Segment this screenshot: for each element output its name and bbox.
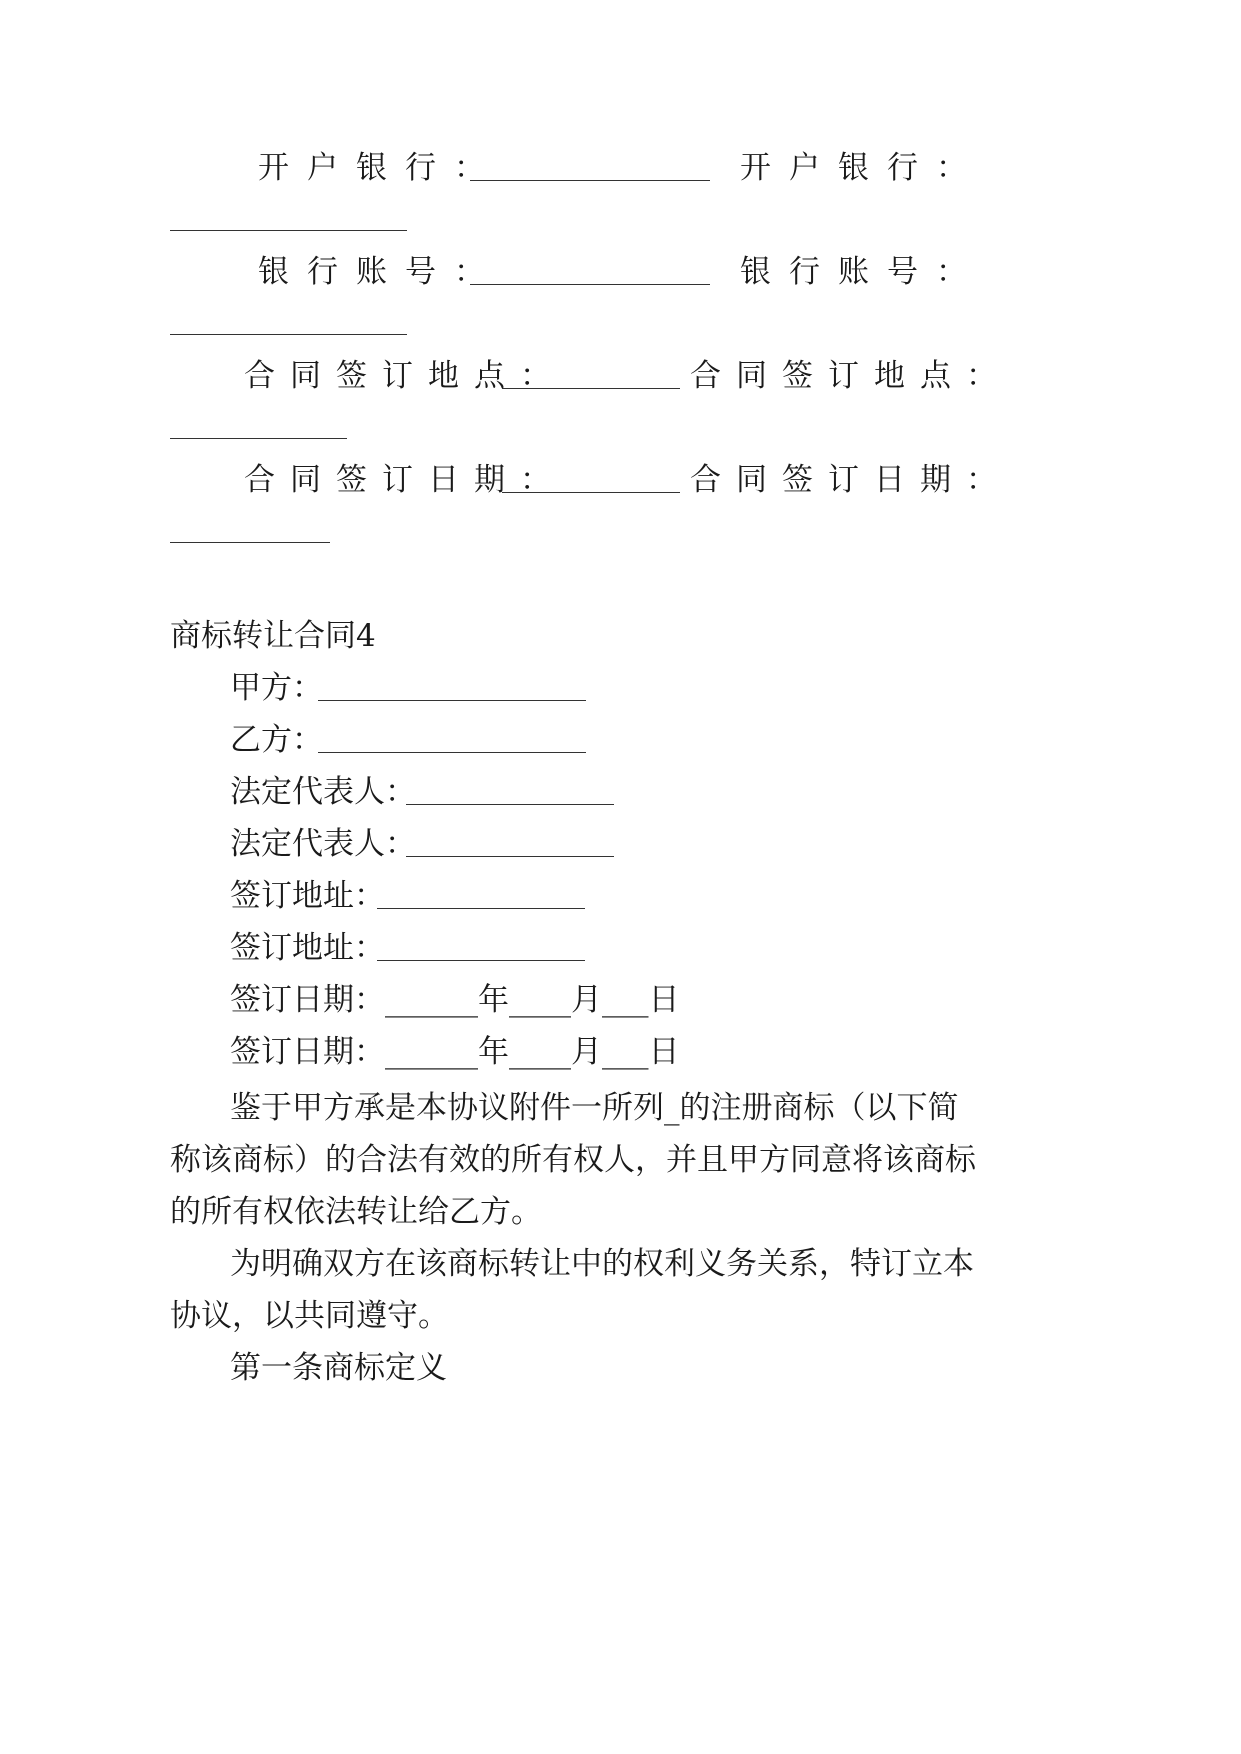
paragraph-2-line-2: 协议，以共同遵守。 (170, 1298, 449, 1334)
paragraph-1-line-2: 称该商标）的合法有效的所有权人，并且甲方同意将该商标 (170, 1142, 976, 1178)
legal-rep-a-blank (406, 804, 614, 805)
sign-address-a-blank (377, 908, 585, 909)
bank-name-blank-a (470, 180, 710, 181)
bank-name-blank-b (170, 230, 407, 231)
bank-name-label-a: 开户银行： (258, 150, 503, 186)
account-blank-a (470, 284, 710, 285)
sign-address-b-label: 签订地址： (230, 930, 385, 966)
account-label-a: 银行账号： (258, 254, 503, 290)
sign-address-a-label: 签订地址： (230, 878, 385, 914)
paragraph-1-line-1: 鉴于甲方承是本协议附件一所列_的注册商标（以下简 (230, 1090, 959, 1126)
place-blank-a (502, 388, 680, 389)
bank-name-label-b: 开户银行： (740, 150, 985, 186)
sign-address-b-blank (377, 960, 585, 961)
account-blank-b (170, 334, 407, 335)
sign-date-a: 签订日期：______年____月___日 (230, 982, 680, 1018)
place-label-b: 合同签订地点： (690, 358, 1012, 394)
date-blank-b (170, 542, 330, 543)
legal-rep-b-blank (406, 856, 614, 857)
party-b-label: 乙方： (230, 722, 323, 758)
paragraph-1-line-3: 的所有权依法转让给乙方。 (170, 1194, 542, 1230)
date-label-a: 合同签订日期： (244, 462, 566, 498)
date-blank-a (502, 492, 680, 493)
date-label-b: 合同签订日期： (690, 462, 1012, 498)
legal-rep-a-label: 法定代表人： (230, 774, 416, 810)
paragraph-2-line-1: 为明确双方在该商标转让中的权利义务关系，特订立本 (230, 1246, 974, 1282)
sign-date-b: 签订日期：______年____月___日 (230, 1034, 680, 1070)
party-a-blank (318, 700, 586, 701)
article-1-heading: 第一条商标定义 (230, 1350, 447, 1386)
party-b-blank (318, 752, 586, 753)
party-a-label: 甲方： (230, 670, 323, 706)
place-label-a: 合同签订地点： (244, 358, 566, 394)
place-blank-b (170, 438, 347, 439)
account-label-b: 银行账号： (740, 254, 985, 290)
contract-title: 商标转让合同4 (170, 618, 376, 654)
legal-rep-b-label: 法定代表人： (230, 826, 416, 862)
